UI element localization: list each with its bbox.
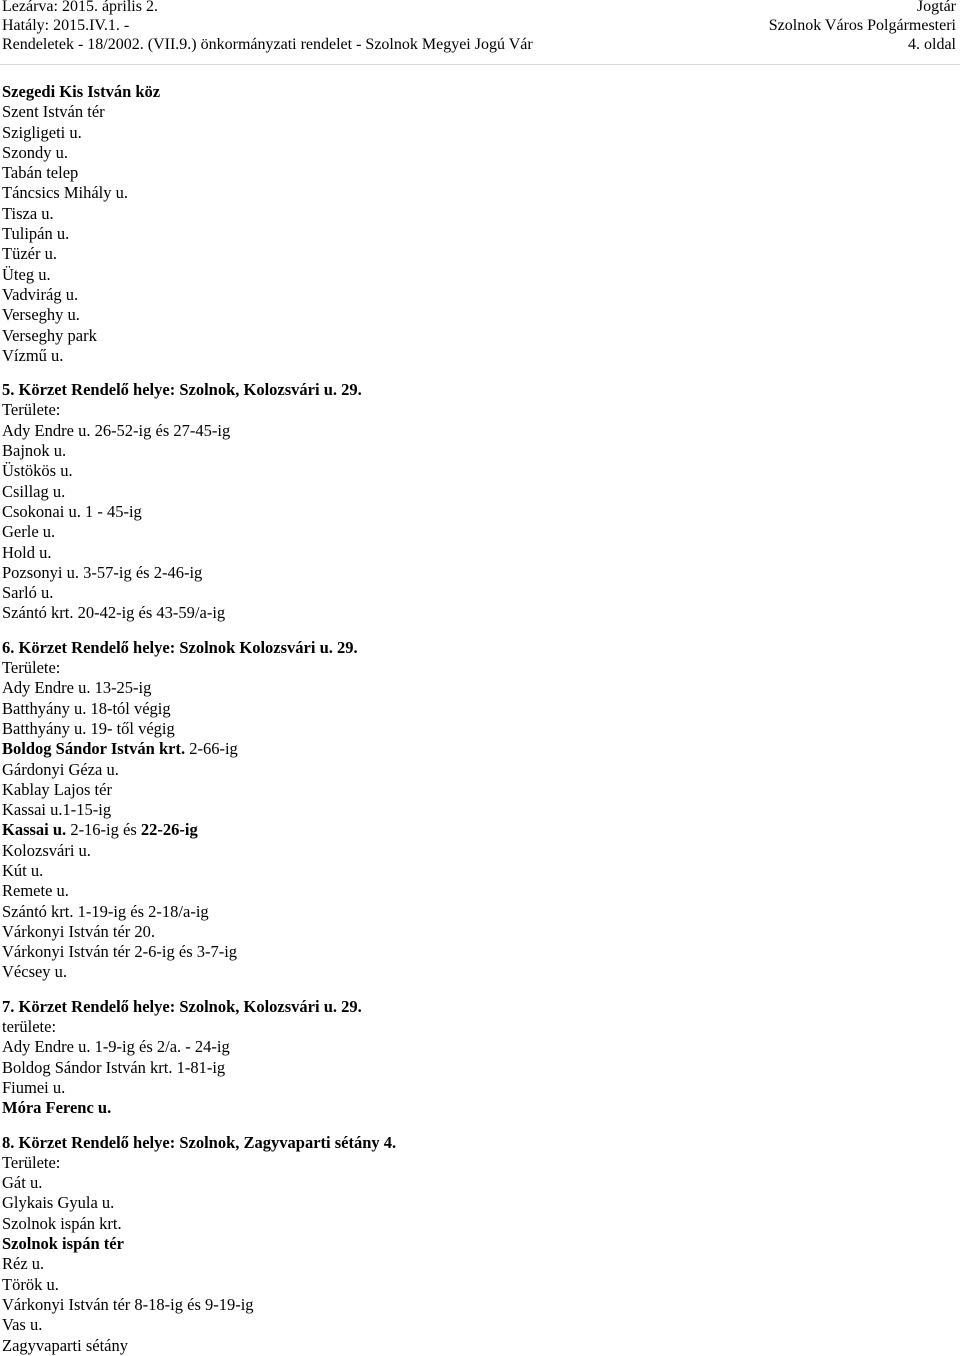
text-run: 6. Körzet Rendelő helye: Szolnok Kolozsvári u. 29. (2, 637, 358, 657)
text-line (2, 380, 942, 400)
text-run: Ady Endre u. 1-9-ig és 2/a. - 24-ig (2, 1037, 230, 1057)
text-run: Pozsonyi u. 3-57-ig és 2-46-ig (2, 562, 203, 582)
header-issuer: Szolnok Város Polgármesteri (768, 17, 956, 34)
text-run: Üteg u. (2, 264, 51, 284)
section-gap (2, 983, 942, 997)
text-line (2, 1078, 942, 1098)
text-run: Várkonyi István tér 8-18-ig és 9-19-ig (2, 1294, 254, 1314)
text-line (2, 346, 942, 366)
text-line (2, 922, 942, 942)
text-run: Réz u. (2, 1254, 45, 1274)
text-line (2, 441, 942, 461)
page-header (0, 0, 960, 65)
text-run: Vízmű u. (2, 345, 64, 365)
text-run: Boldog Sándor István krt. 1-81-ig (2, 1057, 226, 1077)
text-line (2, 719, 942, 739)
text-run: Verseghy park (2, 325, 97, 345)
text-line (2, 1254, 942, 1274)
text-line (2, 861, 942, 881)
text-line (2, 1153, 942, 1173)
text-run: Területe: (2, 400, 61, 420)
text-line (2, 82, 942, 102)
text-run: 2-16-ig és (66, 820, 141, 840)
text-line (2, 400, 942, 420)
text-line (2, 780, 942, 800)
text-run: Várkonyi István tér 20. (2, 921, 156, 941)
text-run: Vadvirág u. (2, 284, 79, 304)
text-line (2, 962, 942, 982)
section-gap (2, 624, 942, 638)
text-run: Tabán telep (2, 163, 79, 183)
text-line (2, 143, 942, 163)
text-line (2, 123, 942, 143)
text-line (2, 265, 942, 285)
text-run: Szolnok ispán krt. (2, 1213, 122, 1233)
text-line (2, 1336, 942, 1356)
text-run: Kolozsvári u. (2, 840, 91, 860)
header-hataly: Hatály: 2015.IV.1. - (2, 17, 130, 34)
text-run: Várkonyi István tér 2-6-ig és 3-7-ig (2, 942, 238, 962)
text-run: Szent István tér (2, 102, 105, 122)
text-run: Ady Endre u. 13-25-ig (2, 678, 152, 698)
header-rendelet-title: Rendeletek - 18/2002. (VII.9.) önkormányzati rendelet - Szolnok Megyei Jogú Vár (2, 36, 533, 53)
text-line (2, 563, 942, 583)
text-line (2, 305, 942, 325)
text-line (2, 1295, 942, 1315)
text-run: Verseghy u. (2, 305, 80, 325)
text-run: 22-26-ig (140, 820, 198, 840)
text-line (2, 739, 942, 759)
text-line (2, 1017, 942, 1037)
text-run: Szolnok ispán tér (2, 1234, 124, 1254)
text-line (2, 224, 942, 244)
text-line (2, 421, 942, 441)
text-run: Boldog Sándor István krt. (2, 739, 186, 759)
text-run: Szondy u. (2, 142, 68, 162)
text-line (2, 603, 942, 623)
text-run: Gát u. (2, 1173, 43, 1193)
text-run: Kablay Lajos tér (2, 779, 112, 799)
header-right (769, 0, 956, 54)
text-run: Tüzér u. (2, 244, 57, 264)
text-run: Szántó krt. 20-42-ig és 43-59/a-ig (2, 603, 226, 623)
text-run: Gárdonyi Géza u. (2, 759, 119, 779)
text-line (2, 841, 942, 861)
text-run: Kút u. (2, 860, 44, 880)
text-run: Csokonai u. 1 - 45-ig (2, 501, 142, 521)
text-run: Tulipán u. (2, 224, 70, 244)
text-run: Csillag u. (2, 481, 66, 501)
text-run: Ady Endre u. 26-52-ig és 27-45-ig (2, 420, 231, 440)
text-line (2, 583, 942, 603)
text-line (2, 461, 942, 481)
text-run: Batthyány u. 18-tól végig (2, 698, 171, 718)
text-line (2, 1193, 942, 1213)
text-line (2, 163, 942, 183)
text-run: Területe: (2, 1152, 61, 1172)
header-jogtar: Jogtár (916, 0, 956, 15)
text-line (2, 522, 942, 542)
text-line (2, 997, 942, 1017)
text-line (2, 1234, 942, 1254)
text-line (2, 183, 942, 203)
text-run: Táncsics Mihály u. (2, 183, 129, 203)
text-run: Üstökös u. (2, 461, 73, 481)
text-run: Török u. (2, 1274, 59, 1294)
text-line (2, 881, 942, 901)
text-line (2, 800, 942, 820)
text-run: Vécsey u. (2, 962, 68, 982)
text-line (2, 1315, 942, 1335)
text-line (2, 902, 942, 922)
text-run: 7. Körzet Rendelő helye: Szolnok, Kolozsvári u. 29. (2, 996, 362, 1016)
text-line (2, 326, 942, 346)
text-run: területe: (2, 1017, 57, 1037)
text-line (2, 820, 942, 840)
text-line (2, 1098, 942, 1118)
text-run: Vas u. (2, 1315, 43, 1335)
section-gap (2, 1119, 942, 1133)
text-line (2, 699, 942, 719)
text-run: Móra Ferenc u. (2, 1098, 112, 1118)
text-run: Területe: (2, 658, 61, 678)
text-run: Gerle u. (2, 522, 56, 542)
text-line (2, 1275, 942, 1295)
text-line (2, 760, 942, 780)
header-page-number: 4. oldal (908, 36, 956, 53)
text-run: Remete u. (2, 881, 69, 901)
text-line (2, 1058, 942, 1078)
text-line (2, 204, 942, 224)
text-line (2, 1173, 942, 1193)
text-line (2, 678, 942, 698)
text-run: Glykais Gyula u. (2, 1193, 115, 1213)
text-line (2, 502, 942, 522)
text-run: Bajnok u. (2, 441, 67, 461)
text-line (2, 1214, 942, 1234)
text-line (2, 1037, 942, 1057)
text-run: Hold u. (2, 542, 52, 562)
text-line (2, 658, 942, 678)
text-run: Zagyvaparti sétány (2, 1335, 128, 1355)
text-line (2, 543, 942, 563)
text-run: Kassai u.1-15-ig (2, 800, 112, 820)
header-left (2, 0, 533, 54)
text-run: 8. Körzet Rendelő helye: Szolnok, Zagyvaparti sétány 4. (2, 1132, 397, 1152)
text-run: Kassai u. (2, 820, 67, 840)
text-line (2, 1133, 942, 1153)
text-line (2, 482, 942, 502)
text-run: 2-66-ig (185, 739, 238, 759)
text-run: Batthyány u. 19- től végig (2, 718, 175, 738)
text-run: Szántó krt. 1-19-ig és 2-18/a-ig (2, 901, 209, 921)
header-lezarva: Lezárva: 2015. április 2. (2, 0, 158, 15)
text-run: Sarló u. (2, 583, 54, 603)
document-body (2, 82, 942, 1356)
text-line (2, 638, 942, 658)
text-run: Szigligeti u. (2, 122, 82, 142)
section-gap (2, 366, 942, 380)
text-line (2, 102, 942, 122)
text-line (2, 285, 942, 305)
text-line (2, 942, 942, 962)
text-run: Szegedi Kis István köz (2, 82, 161, 101)
text-run: Tisza u. (2, 203, 54, 223)
text-run: Fiumei u. (2, 1077, 66, 1097)
text-run: 5. Körzet Rendelő helye: Szolnok, Kolozsvári u. 29. (2, 380, 362, 400)
text-line (2, 244, 942, 264)
